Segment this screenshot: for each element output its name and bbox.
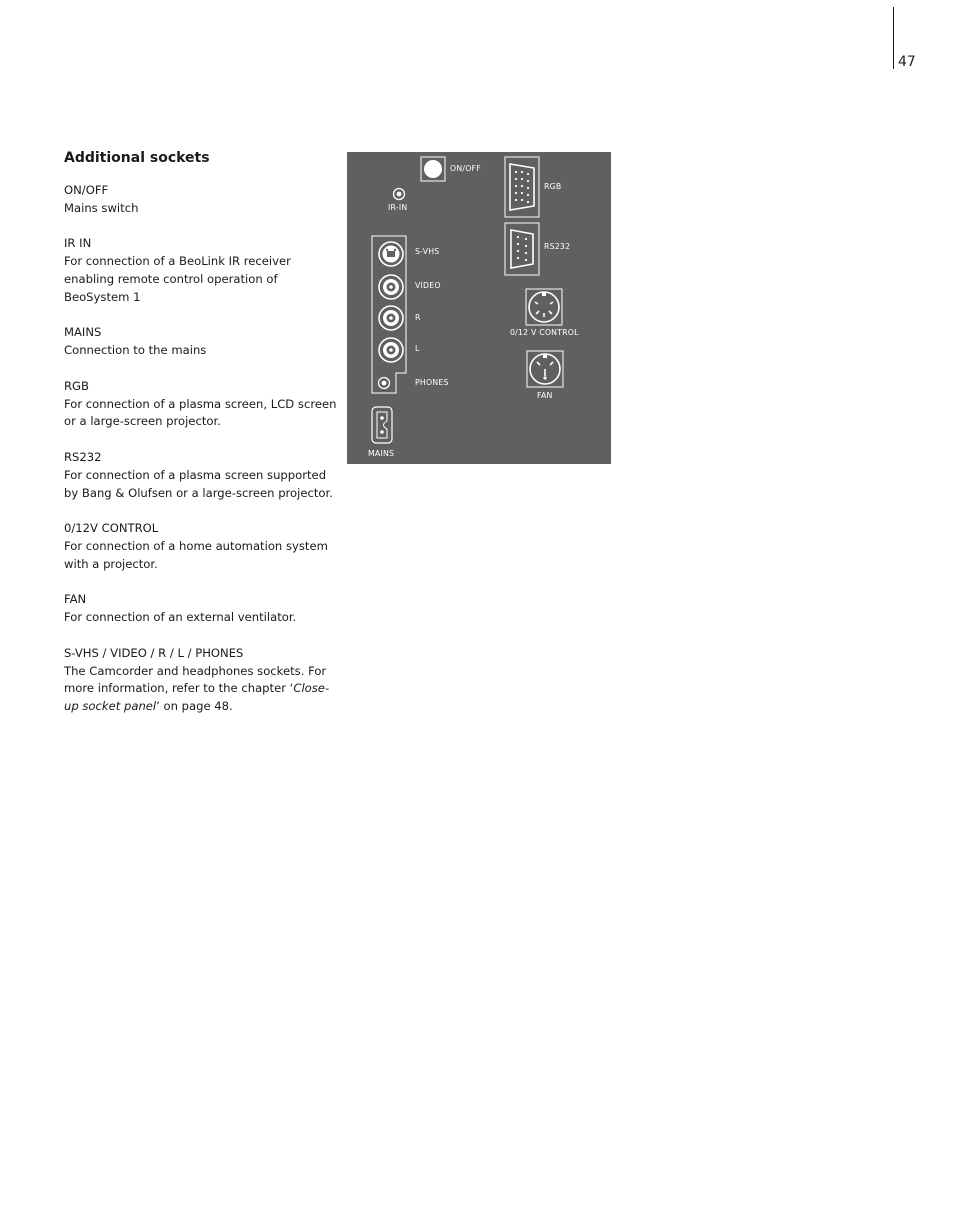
page-number: 47 — [898, 54, 916, 70]
entry-rs232 — [64, 449, 339, 502]
entry-term: MAINS — [64, 325, 102, 340]
mains-socket-icon — [372, 407, 392, 443]
entry-rgb — [64, 378, 339, 431]
entry-term: IR IN — [64, 236, 92, 251]
socket-descriptions — [64, 182, 339, 734]
entry-on-off — [64, 182, 339, 218]
entry-term: 0/12V CONTROL — [64, 521, 159, 536]
rgb-socket-icon — [505, 157, 539, 217]
page-margin-rule — [893, 7, 894, 69]
label-rgb: RGB — [544, 182, 562, 191]
label-l: L — [415, 344, 420, 353]
label-r: R — [415, 313, 421, 322]
section-title: Additional sockets — [64, 150, 210, 166]
entry-ir-in — [64, 235, 339, 306]
label-control: 0/12 V CONTROL — [510, 328, 579, 337]
entry-mains — [64, 324, 339, 360]
entry-control — [64, 520, 339, 573]
s-vhs-socket-icon — [379, 242, 403, 266]
audio-l-socket-icon — [379, 338, 403, 362]
entry-term: RGB — [64, 378, 89, 393]
label-mains: MAINS — [368, 449, 395, 458]
control-din-socket-icon — [526, 289, 562, 325]
entry-desc: Mains switch — [64, 200, 139, 215]
label-on-off: ON/OFF — [450, 164, 481, 173]
rs232-socket-icon — [505, 223, 539, 275]
entry-fan — [64, 591, 339, 627]
label-fan: FAN — [537, 391, 553, 400]
entry-term: S-VHS / VIDEO / R / L / PHONES — [64, 645, 244, 660]
entry-desc: For connection of a home automation system with a projector. — [64, 538, 328, 571]
entry-desc: For connection of a plasma screen, LCD screen or a large-screen projector. — [64, 396, 337, 429]
entry-desc: For connection of an external ventilator. — [64, 610, 297, 625]
entry-desc: For connection of a BeoLink IR receiver enabling remote control operation of BeoSystem 1 — [64, 254, 291, 304]
entry-desc: For connection of a plasma screen supported by Bang & Olufsen or a large-screen projector. — [64, 467, 333, 500]
entry-term: FAN — [64, 592, 87, 607]
socket-panel-diagram — [347, 152, 611, 464]
label-video: VIDEO — [415, 281, 441, 290]
video-socket-icon — [379, 275, 403, 299]
ir-in-socket-icon — [394, 189, 405, 200]
entry-desc: Connection to the mains — [64, 343, 207, 358]
entry-desc-text: ’ on page 48. — [156, 699, 233, 714]
chapter-reference: Close-up socket panel — [64, 681, 330, 714]
label-ir-in: IR-IN — [388, 203, 408, 212]
socket-panel-drawing — [347, 152, 611, 464]
entry-term: RS232 — [64, 449, 102, 464]
on-off-switch-icon — [421, 157, 445, 181]
entry-desc — [64, 663, 339, 716]
label-rs232: RS232 — [544, 242, 571, 251]
entry-term: ON/OFF — [64, 183, 109, 197]
entry-camcorder — [64, 645, 339, 716]
entry-desc-text: The Camcorder and headphones sockets. For more information, refer to the chapter ‘ — [64, 663, 327, 696]
label-phones: PHONES — [415, 378, 449, 387]
phones-socket-icon — [379, 378, 390, 389]
label-s-vhs: S-VHS — [415, 247, 440, 256]
fan-din-socket-icon — [527, 351, 563, 387]
audio-r-socket-icon — [379, 306, 403, 330]
